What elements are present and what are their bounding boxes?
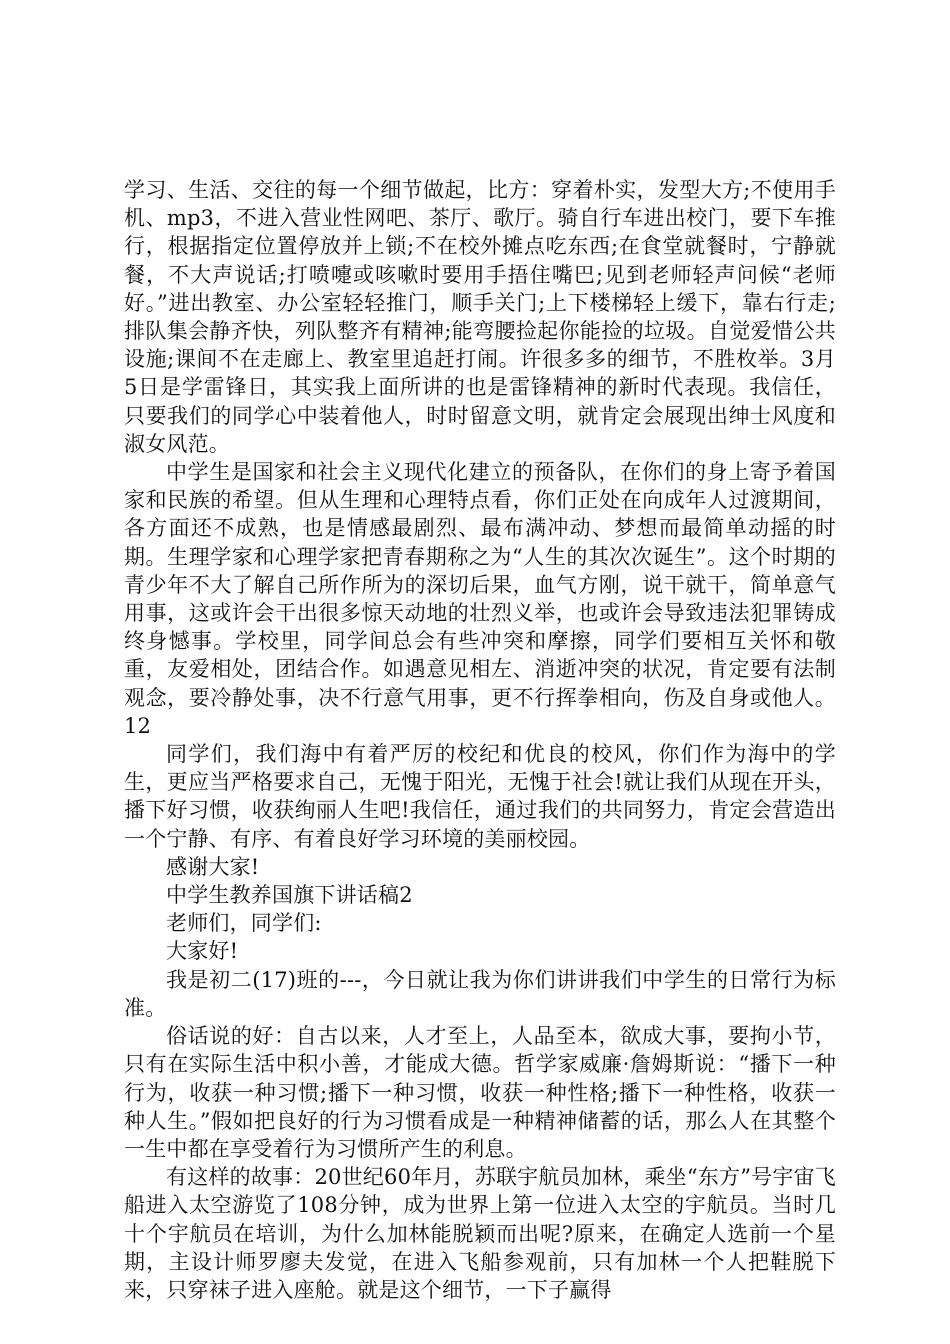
paragraph-story: 有这样的故事：20世纪60年月，苏联宇航员加林，乘坐“东方”号宇宙飞船进入太空游览了108分钟，成为世界上第一位进入太空的宇航员。当时几十个宇航员在培训，为什么加林能脱颖而出呢?原来，在确定人选前一个星期，主设计师罗廖夫发觉，在进入飞船参观前，只有加林一个人把鞋脱下来，只穿袜子进入座舱。就是这个细节，一下子赢得: [124, 1165, 836, 1302]
section-title: 中学生教养国旗下讲话稿2: [166, 883, 413, 908]
paragraph-intro: 我是初二(17)班的---，今日就让我为你们讲讲我们中学生的日常行为标准。: [124, 967, 836, 1020]
document-body: [124, 176, 836, 1304]
paragraph-2: 中学生是国家和社会主义现代化建立的预备队，在你们的身上寄予着国家和民族的希望。但从生理和心理特点看，你们正处在向成年人过渡期间，各方面还不成熟，也是情感最剧烈、最布满冲动、梦想而最简单动摇的时期。生理学家和心理学家把青春期称之为“人生的其次次诞生”。这个时期的青少年不大了解自己所作所为的深切后果，血气方刚，说干就干，简单意气用事，这或许会干出很多惊天动地的壮烈义举，也或许会导致违法犯罪铸成终身憾事。学校里，同学间总会有些冲突和摩擦，同学们要相互关怀和敬重，友爱相处，团结合作。如遇意见相左、消逝冲突的状况，肯定要有法制观念，要冷静处事，决不行意气用事，更不行挥拳相向，伤及自身或他人。12: [124, 460, 836, 738]
salutation: 老师们，同学们:: [166, 911, 322, 936]
paragraph-1: 学习、生活、交往的每一个细节做起，比方：穿着朴实，发型大方;不使用手机、mp3，不进入营业性网吧、茶厅、歌厅。骑自行车进出校门，要下车推行，根据指定位置停放并上锁;不在校外摊点吃东西;在食堂就餐时，宁静就餐，不大声说话;打喷嚏或咳嗽时要用手捂住嘴巴;见到老师轻声问候“老师好。”进出教室、办公室轻轻推门，顺手关门;上下楼梯轻上缓下，靠右行走;排队集会静齐快，列队整齐有精神;能弯腰捡起你能捡的垃圾。自觉爱惜公共设施;课间不在走廊上、教室里追赶打闹。许很多多的细节，不胜枚举。3月5日是学雷锋日，其实我上面所讲的也是雷锋精神的新时代表现。我信任，只要我们的同学心中装着他人，时时留意文明，就肯定会展现出绅士风度和淑女风范。: [124, 178, 836, 456]
paragraph-3: 同学们，我们海中有着严厉的校纪和优良的校风，你们作为海中的学生，更应当严格要求自己，无愧于阳光，无愧于社会!就让我们从现在开头，播下好习惯，收获绚丽人生吧!我信任，通过我们的共同努力，肯定会营造出一个宁静、有序、有着良好学习环境的美丽校园。: [124, 742, 836, 851]
paragraph-thanks: 感谢大家!: [166, 854, 260, 879]
paragraph-proverb: 俗话说的好：自古以来，人才至上，人品至本，欲成大事，要拘小节，只有在实际生活中积小善，才能成大德。哲学家威廉·詹姆斯说：“播下一种行为，收获一种习惯;播下一种习惯，收获一种性格;播下一种性格，收获一种人生。”假如把良好的行为习惯看成是一种精神储蓄的话，那么人在其整个一生中都在享受着行为习惯所产生的利息。: [124, 1024, 836, 1161]
greeting: 大家好!: [166, 939, 239, 964]
